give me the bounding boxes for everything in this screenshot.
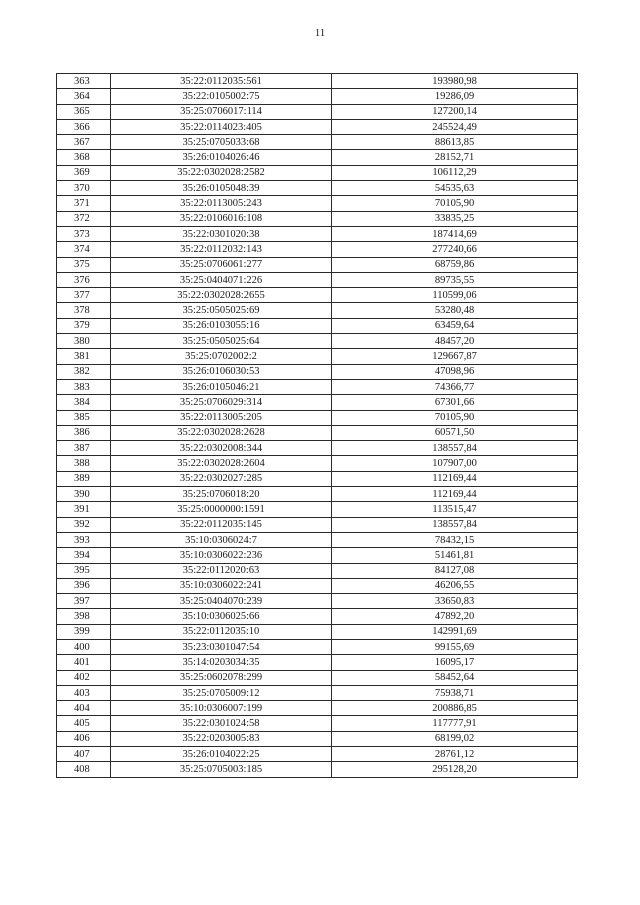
value-cell: 193980,98: [332, 74, 578, 89]
table-row: [57, 74, 578, 89]
cadastral-number-cell: 35:25:0706029:314: [111, 395, 332, 410]
value-cell: 67301,66: [332, 395, 578, 410]
row-number-cell: 383: [57, 379, 111, 394]
cadastral-number-cell: 35:26:0105048:39: [111, 181, 332, 196]
table-row: [57, 716, 578, 731]
row-number-cell: 382: [57, 364, 111, 379]
row-number-cell: 406: [57, 731, 111, 746]
row-number-cell: 386: [57, 425, 111, 440]
row-number-cell: 403: [57, 685, 111, 700]
value-cell: 129667,87: [332, 349, 578, 364]
table-row: [57, 578, 578, 593]
value-cell: 112169,44: [332, 471, 578, 486]
cadastral-number-cell: 35:26:0106030:53: [111, 364, 332, 379]
page-number: 11: [314, 27, 326, 39]
row-number-cell: 390: [57, 487, 111, 502]
cadastral-number-cell: 35:10:0306025:66: [111, 609, 332, 624]
table-row: [57, 609, 578, 624]
table-row: [57, 502, 578, 517]
cadastral-number-cell: 35:25:0702002:2: [111, 349, 332, 364]
table-row: [57, 670, 578, 685]
row-number-cell: 368: [57, 150, 111, 165]
value-cell: 142991,69: [332, 624, 578, 639]
table-row: [57, 747, 578, 762]
cadastral-number-cell: 35:22:0112035:10: [111, 624, 332, 639]
value-cell: 48457,20: [332, 334, 578, 349]
row-number-cell: 385: [57, 410, 111, 425]
row-number-cell: 373: [57, 226, 111, 241]
row-number-cell: 387: [57, 441, 111, 456]
row-number-cell: 371: [57, 196, 111, 211]
value-cell: 60571,50: [332, 425, 578, 440]
value-cell: 68759,86: [332, 257, 578, 272]
value-cell: 47892,20: [332, 609, 578, 624]
table-row: [57, 456, 578, 471]
table-row: [57, 349, 578, 364]
row-number-cell: 393: [57, 532, 111, 547]
value-cell: 68199,02: [332, 731, 578, 746]
cadastral-number-cell: 35:26:0104022:25: [111, 747, 332, 762]
table-row: [57, 89, 578, 104]
row-number-cell: 376: [57, 272, 111, 287]
cadastral-number-cell: 35:26:0103055:16: [111, 318, 332, 333]
value-cell: 295128,20: [332, 762, 578, 777]
cadastral-number-cell: 35:22:0302027:285: [111, 471, 332, 486]
row-number-cell: 392: [57, 517, 111, 532]
row-number-cell: 365: [57, 104, 111, 119]
table-row: [57, 318, 578, 333]
row-number-cell: 397: [57, 594, 111, 609]
table-row: [57, 288, 578, 303]
cadastral-number-cell: 35:22:0302028:2628: [111, 425, 332, 440]
value-cell: 74366,77: [332, 379, 578, 394]
value-cell: 75938,71: [332, 685, 578, 700]
table-row: [57, 196, 578, 211]
table-row: [57, 364, 578, 379]
value-cell: 70105,90: [332, 410, 578, 425]
value-cell: 70105,90: [332, 196, 578, 211]
table-row: [57, 731, 578, 746]
row-number-cell: 384: [57, 395, 111, 410]
value-cell: 138557,84: [332, 441, 578, 456]
table-body: [57, 74, 578, 778]
value-cell: 112169,44: [332, 487, 578, 502]
row-number-cell: 366: [57, 119, 111, 134]
table-row: [57, 487, 578, 502]
cadastral-number-cell: 35:26:0105046:21: [111, 379, 332, 394]
row-number-cell: 364: [57, 89, 111, 104]
table-row: [57, 211, 578, 226]
value-cell: 99155,69: [332, 639, 578, 654]
cadastral-number-cell: 35:25:0705033:68: [111, 135, 332, 150]
row-number-cell: 395: [57, 563, 111, 578]
cadastral-number-cell: 35:22:0114023:405: [111, 119, 332, 134]
cadastral-number-cell: 35:22:0106016:108: [111, 211, 332, 226]
value-cell: 127200,14: [332, 104, 578, 119]
table-row: [57, 135, 578, 150]
row-number-cell: 372: [57, 211, 111, 226]
value-cell: 16095,17: [332, 655, 578, 670]
table-row: [57, 150, 578, 165]
value-cell: 84127,08: [332, 563, 578, 578]
value-cell: 51461,81: [332, 548, 578, 563]
table-row: [57, 441, 578, 456]
cadastral-number-cell: 35:22:0113005:243: [111, 196, 332, 211]
value-cell: 110599,06: [332, 288, 578, 303]
row-number-cell: 378: [57, 303, 111, 318]
value-cell: 46206,55: [332, 578, 578, 593]
row-number-cell: 394: [57, 548, 111, 563]
cadastral-number-cell: 35:22:0112035:561: [111, 74, 332, 89]
value-cell: 200886,85: [332, 701, 578, 716]
table-row: [57, 594, 578, 609]
table-row: [57, 762, 578, 777]
table-row: [57, 395, 578, 410]
cadastral-number-cell: 35:10:0306007:199: [111, 701, 332, 716]
value-cell: 88613,85: [332, 135, 578, 150]
table-row: [57, 334, 578, 349]
cadastral-number-cell: 35:22:0105002:75: [111, 89, 332, 104]
cadastral-number-cell: 35:22:0112035:145: [111, 517, 332, 532]
cadastral-number-cell: 35:22:0302028:2582: [111, 165, 332, 180]
cadastral-number-cell: 35:25:0505025:64: [111, 334, 332, 349]
table-row: [57, 471, 578, 486]
table-row: [57, 410, 578, 425]
value-cell: 33650,83: [332, 594, 578, 609]
table-row: [57, 639, 578, 654]
table-row: [57, 272, 578, 287]
table-row: [57, 165, 578, 180]
row-number-cell: 377: [57, 288, 111, 303]
cadastral-number-cell: 35:10:0306024:7: [111, 532, 332, 547]
row-number-cell: 363: [57, 74, 111, 89]
row-number-cell: 367: [57, 135, 111, 150]
cadastral-table: [56, 73, 578, 778]
table-row: [57, 242, 578, 257]
table-row: [57, 425, 578, 440]
cadastral-number-cell: 35:25:0706061:277: [111, 257, 332, 272]
cadastral-number-cell: 35:25:0000000:1591: [111, 502, 332, 517]
cadastral-number-cell: 35:22:0112020:63: [111, 563, 332, 578]
row-number-cell: 381: [57, 349, 111, 364]
cadastral-number-cell: 35:25:0706018:20: [111, 487, 332, 502]
table-row: [57, 119, 578, 134]
row-number-cell: 369: [57, 165, 111, 180]
table-row: [57, 655, 578, 670]
value-cell: 277240,66: [332, 242, 578, 257]
row-number-cell: 407: [57, 747, 111, 762]
table-row: [57, 379, 578, 394]
value-cell: 47098,96: [332, 364, 578, 379]
value-cell: 53280,48: [332, 303, 578, 318]
row-number-cell: 399: [57, 624, 111, 639]
cadastral-number-cell: 35:25:0505025:69: [111, 303, 332, 318]
cadastral-number-cell: 35:22:0301024:58: [111, 716, 332, 731]
cadastral-number-cell: 35:10:0306022:241: [111, 578, 332, 593]
value-cell: 58452,64: [332, 670, 578, 685]
row-number-cell: 391: [57, 502, 111, 517]
table-row: [57, 685, 578, 700]
table-row: [57, 532, 578, 547]
value-cell: 28761,12: [332, 747, 578, 762]
row-number-cell: 404: [57, 701, 111, 716]
cadastral-number-cell: 35:25:0602078:299: [111, 670, 332, 685]
cadastral-number-cell: 35:22:0302008:344: [111, 441, 332, 456]
value-cell: 63459,64: [332, 318, 578, 333]
cadastral-number-cell: 35:25:0404070:239: [111, 594, 332, 609]
row-number-cell: 389: [57, 471, 111, 486]
value-cell: 54535,63: [332, 181, 578, 196]
row-number-cell: 398: [57, 609, 111, 624]
value-cell: 138557,84: [332, 517, 578, 532]
table-row: [57, 257, 578, 272]
value-cell: 19286,09: [332, 89, 578, 104]
row-number-cell: 388: [57, 456, 111, 471]
value-cell: 187414,69: [332, 226, 578, 241]
value-cell: 113515,47: [332, 502, 578, 517]
row-number-cell: 396: [57, 578, 111, 593]
cadastral-number-cell: 35:22:0302028:2655: [111, 288, 332, 303]
table-row: [57, 226, 578, 241]
cadastral-number-cell: 35:22:0301020:38: [111, 226, 332, 241]
cadastral-number-cell: 35:14:0203034:35: [111, 655, 332, 670]
cadastral-number-cell: 35:22:0203005:83: [111, 731, 332, 746]
row-number-cell: 401: [57, 655, 111, 670]
table-row: [57, 563, 578, 578]
row-number-cell: 400: [57, 639, 111, 654]
row-number-cell: 402: [57, 670, 111, 685]
value-cell: 78432,15: [332, 532, 578, 547]
cadastral-number-cell: 35:23:0301047:54: [111, 639, 332, 654]
value-cell: 33835,25: [332, 211, 578, 226]
table-row: [57, 548, 578, 563]
row-number-cell: 375: [57, 257, 111, 272]
cadastral-number-cell: 35:25:0706017:114: [111, 104, 332, 119]
cadastral-number-cell: 35:22:0302028:2604: [111, 456, 332, 471]
row-number-cell: 408: [57, 762, 111, 777]
row-number-cell: 380: [57, 334, 111, 349]
value-cell: 245524,49: [332, 119, 578, 134]
cadastral-number-cell: 35:10:0306022:236: [111, 548, 332, 563]
row-number-cell: 405: [57, 716, 111, 731]
table-row: [57, 624, 578, 639]
row-number-cell: 379: [57, 318, 111, 333]
value-cell: 106112,29: [332, 165, 578, 180]
cadastral-number-cell: 35:22:0113005:205: [111, 410, 332, 425]
value-cell: 89735,55: [332, 272, 578, 287]
cadastral-number-cell: 35:25:0705009:12: [111, 685, 332, 700]
row-number-cell: 374: [57, 242, 111, 257]
table-row: [57, 303, 578, 318]
value-cell: 117777,91: [332, 716, 578, 731]
table-row: [57, 181, 578, 196]
table-row: [57, 517, 578, 532]
row-number-cell: 370: [57, 181, 111, 196]
cadastral-number-cell: 35:22:0112032:143: [111, 242, 332, 257]
cadastral-number-cell: 35:25:0404071:226: [111, 272, 332, 287]
table-row: [57, 701, 578, 716]
value-cell: 28152,71: [332, 150, 578, 165]
table-row: [57, 104, 578, 119]
cadastral-number-cell: 35:26:0104026:46: [111, 150, 332, 165]
cadastral-number-cell: 35:25:0705003:185: [111, 762, 332, 777]
value-cell: 107907,00: [332, 456, 578, 471]
